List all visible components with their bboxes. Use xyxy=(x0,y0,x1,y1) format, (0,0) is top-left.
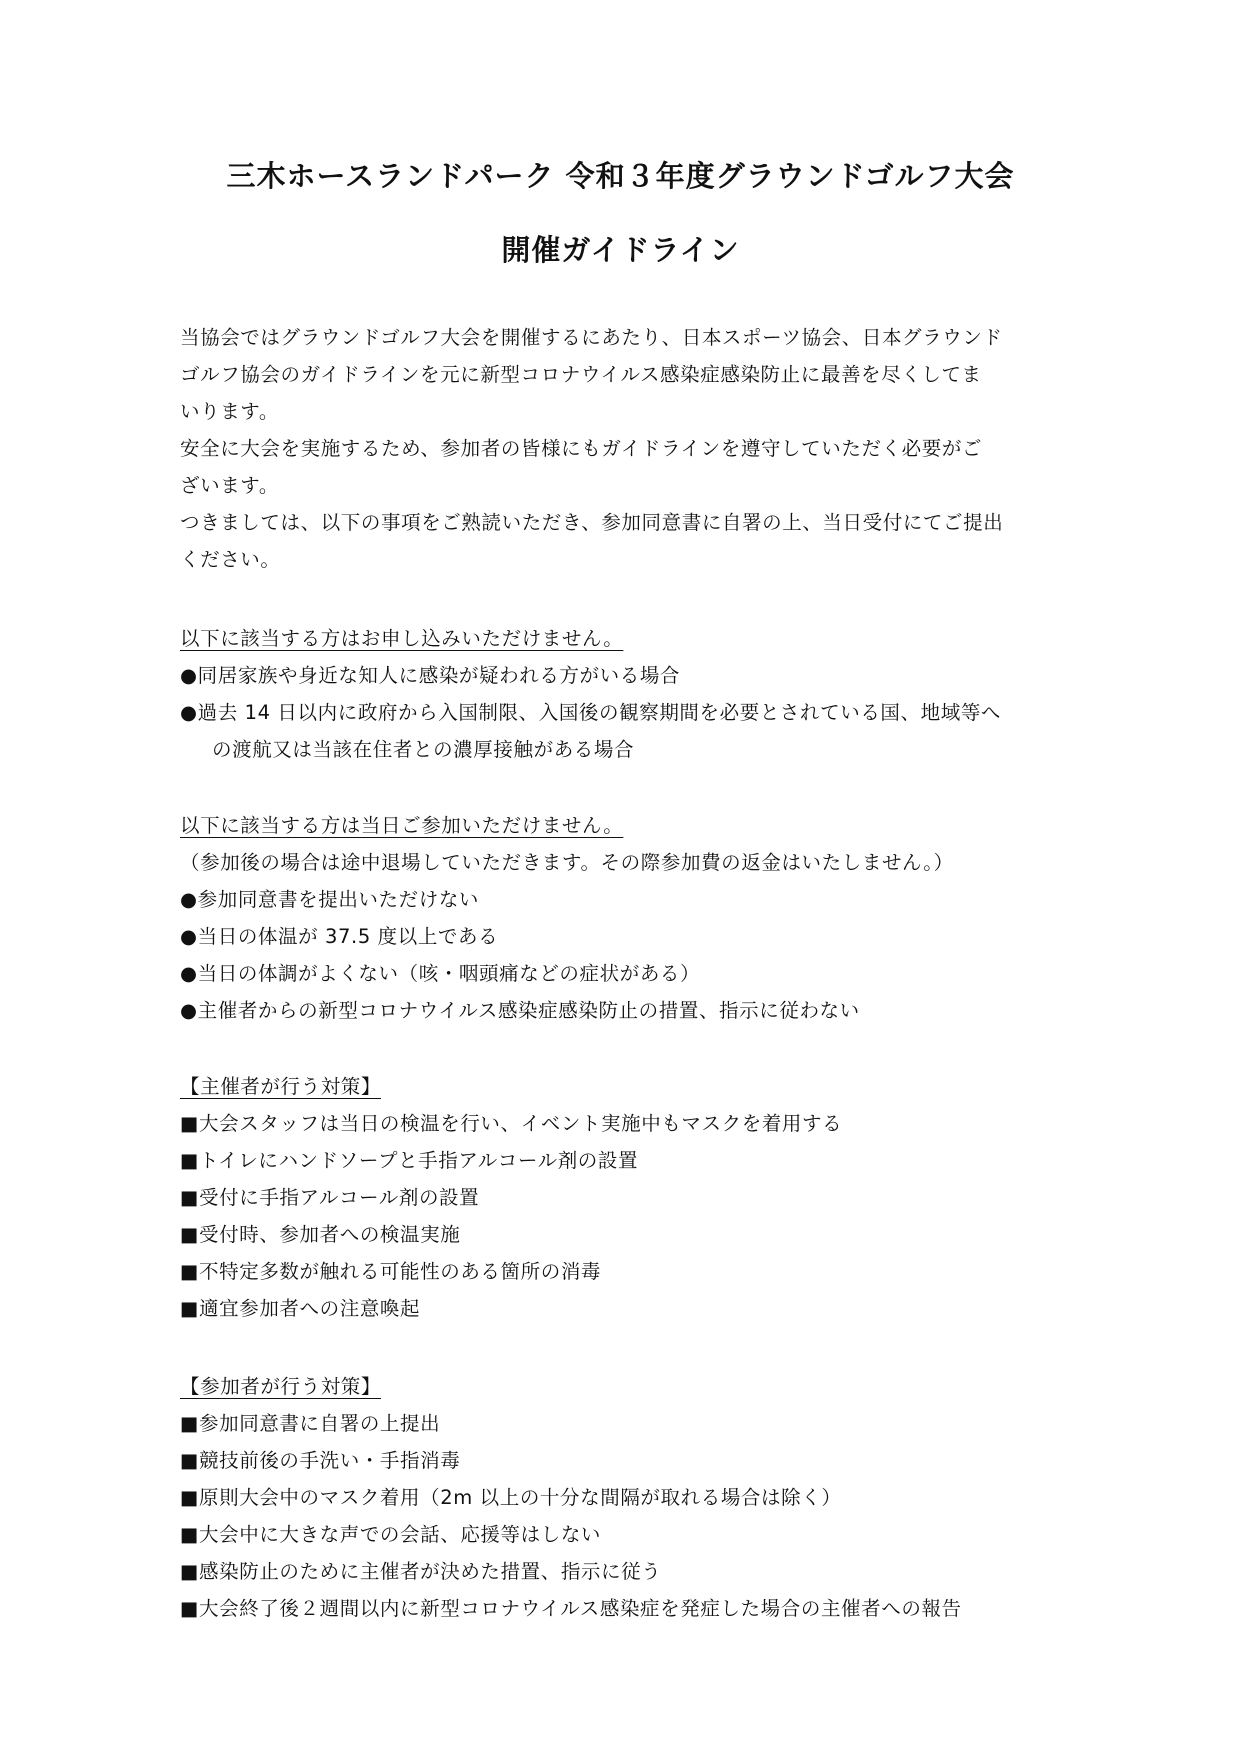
list-item: ■大会終了後２週間以内に新型コロナウイルス感染症を発症した場合の主催者への報告 xyxy=(180,1597,962,1620)
list-item: ■大会スタッフは当日の検温を行い、イベント実施中もマスクを着用する xyxy=(180,1112,843,1135)
list-item: ●過去 14 日以内に政府から入国制限、入国後の観察期間を必要とされている国、地域等へ xyxy=(180,701,1002,724)
intro-line: ざいます。 xyxy=(180,474,279,497)
intro-line: 安全に大会を実施するため、参加者の皆様にもガイドラインを遵守していただく必要がご xyxy=(180,437,983,460)
intro-line: 当協会ではグラウンドゴルフ大会を開催するにあたり、日本スポーツ協会、日本グラウンド xyxy=(180,326,1003,349)
intro-line: つきましては、以下の事項をご熟読いただき、参加同意書に自署の上、当日受付にてご提出 xyxy=(180,511,1004,534)
list-item: ■不特定多数が触れる可能性のある箇所の消毒 xyxy=(180,1260,602,1283)
list-item: ●主催者からの新型コロナウイルス感染症感染防止の措置、指示に従わない xyxy=(180,999,860,1022)
list-item: ■感染防止のために主催者が決めた措置、指示に従う xyxy=(180,1560,662,1583)
section-heading-organizer: 【主催者が行う対策】 xyxy=(180,1075,382,1098)
list-item: ●参加同意書を提出いただけない xyxy=(180,888,480,911)
list-item: ●当日の体温が 37.5 度以上である xyxy=(180,925,499,948)
list-item: ■トイレにハンドソープと手指アルコール剤の設置 xyxy=(180,1149,639,1172)
list-item: ■受付に手指アルコール剤の設置 xyxy=(180,1186,480,1209)
intro-line: ください。 xyxy=(180,548,281,571)
list-item: ■原則大会中のマスク着用（2m 以上の十分な間隔が取れる場合は除く） xyxy=(180,1486,842,1509)
intro-line: いります。 xyxy=(180,400,279,423)
document-subtitle: 開催ガイドライン xyxy=(501,233,740,267)
document-title: 三木ホースランドパーク 令和３年度グラウンドゴルフ大会 xyxy=(226,159,1015,193)
section-heading-no-apply: 以下に該当する方はお申し込みいただけません。 xyxy=(180,627,624,650)
list-item: ■競技前後の手洗い・手指消毒 xyxy=(180,1449,461,1472)
list-item: ●当日の体調がよくない（咳・咽頭痛などの症状がある） xyxy=(180,962,701,985)
list-item: ■大会中に大きな声での会話、応援等はしない xyxy=(180,1523,602,1546)
list-item-continuation: の渡航又は当該在住者との濃厚接触がある場合 xyxy=(212,738,635,761)
list-item: ■参加同意書に自署の上提出 xyxy=(180,1412,441,1435)
intro-line: ゴルフ協会のガイドラインを元に新型コロナウイルス感染症感染防止に最善を尽くしてま xyxy=(180,363,982,386)
list-item: ■受付時、参加者への検温実施 xyxy=(180,1223,461,1246)
list-item: ●同居家族や身近な知人に感染が疑われる方がいる場合 xyxy=(180,664,681,687)
section-heading-participant: 【参加者が行う対策】 xyxy=(180,1375,382,1398)
section-note: （参加後の場合は途中退場していただきます。その際参加費の返金はいたしません。） xyxy=(180,851,954,874)
list-item: ■適宜参加者への注意喚起 xyxy=(180,1297,421,1320)
section-heading-no-participate: 以下に該当する方は当日ご参加いただけません。 xyxy=(180,814,624,837)
